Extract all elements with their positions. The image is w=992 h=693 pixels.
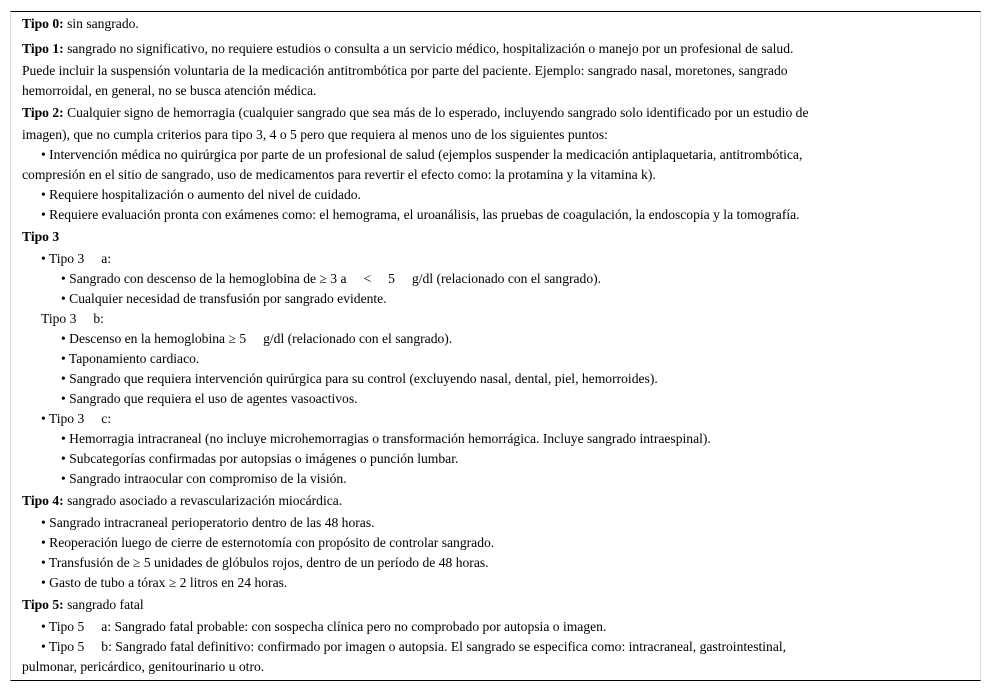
line-text: sangrado no significativo, no requiere estudios o consulta a un servicio médico, hospitalización o manejo por un profesional de salud. [63, 41, 794, 56]
line-text: • Sangrado que requiera intervención quirúrgica para su control (excluyendo nasal, dental, piel, hemorroides). [61, 371, 658, 386]
line-text: • Taponamiento cardiaco. [61, 351, 200, 366]
category-heading-line [22, 39, 972, 59]
line-text: • Sangrado intracraneal perioperatorio dentro de las 48 horas. [41, 515, 375, 530]
line-text: • Tipo 5 a: Sangrado fatal probable: con sospecha clínica pero no comprobado por autopsia o imagen. [41, 619, 607, 634]
text-line [22, 429, 972, 449]
text-line [22, 469, 972, 489]
text-line [22, 125, 972, 145]
line-text: • Transfusión de ≥ 5 unidades de glóbulos rojos, dentro de un período de 48 horas. [41, 555, 489, 570]
line-text: • Descenso en la hemoglobina ≥ 5 g/dl (relacionado con el sangrado). [61, 331, 453, 346]
line-text: • Requiere hospitalización o aumento del nivel de cuidado. [41, 187, 361, 202]
text-line [22, 81, 972, 101]
category-heading-line [22, 595, 972, 615]
text-line [22, 185, 972, 205]
category-label: Tipo 5: [22, 597, 64, 612]
line-text: pulmonar, pericárdico, genitourinario u otro. [22, 659, 265, 674]
text-line [22, 369, 972, 389]
line-text: • Tipo 3 c: [41, 411, 112, 426]
line-text: • Sangrado intraocular con compromiso de la visión. [61, 471, 347, 486]
text-line [22, 205, 972, 225]
text-line [22, 61, 972, 81]
line-text: • Tipo 3 a: [41, 251, 112, 266]
category-heading-line [22, 491, 972, 511]
category-heading-line [22, 227, 972, 247]
text-line [22, 553, 972, 573]
line-text: • Subcategorías confirmadas por autopsias o imágenes o punción lumbar. [61, 451, 459, 466]
text-line [22, 389, 972, 409]
line-text: sangrado fatal [63, 597, 144, 612]
line-text: • Sangrado que requiera el uso de agentes vasoactivos. [61, 391, 358, 406]
line-text: Tipo 3 b: [41, 311, 104, 326]
text-line [22, 289, 972, 309]
text-line [22, 533, 972, 553]
line-text: sin sangrado. [63, 16, 139, 31]
category-heading-line [22, 103, 972, 123]
line-text: • Gasto de tubo a tórax ≥ 2 litros en 24 horas. [41, 575, 288, 590]
text-line [22, 269, 972, 289]
line-text: • Reoperación luego de cierre de esternotomía con propósito de controlar sangrado. [41, 535, 495, 550]
text-line [22, 349, 972, 369]
line-text: Puede incluir la suspensión voluntaria de la medicación antitrombótica por parte del paciente. Ejemplo: sangrado nasal, moretones, sangrado [22, 63, 788, 78]
line-text: • Hemorragia intracraneal (no incluye microhemorragias o transformación hemorrágica. Incluye sangrado intraespinal). [61, 431, 711, 446]
text-line [22, 145, 972, 165]
line-text: • Cualquier necesidad de transfusión por sangrado evidente. [61, 291, 387, 306]
text-line [22, 513, 972, 533]
text-line [22, 617, 972, 637]
text-line [22, 573, 972, 593]
line-text: • Tipo 5 b: Sangrado fatal definitivo: confirmado por imagen o autopsia. El sangrado se especifica como: intracraneal, gastrointestinal, [41, 639, 787, 654]
line-text: imagen), que no cumpla criterios para tipo 3, 4 o 5 pero que requiera al menos uno de los siguientes puntos: [22, 127, 608, 142]
category-label: Tipo 2: [22, 105, 64, 120]
text-line [22, 329, 972, 349]
line-text: sangrado asociado a revascularización miocárdica. [63, 493, 343, 508]
line-text: compresión en el sitio de sangrado, uso de medicamentos para revertir el efecto como: la protamina y la vitamina k). [22, 167, 656, 182]
category-label: Tipo 4: [22, 493, 64, 508]
table-cell-content [22, 14, 972, 677]
category-label: Tipo 0: [22, 16, 64, 31]
bleeding-classification-table [10, 11, 981, 681]
category-label: Tipo 1: [22, 41, 64, 56]
text-line [22, 309, 972, 329]
line-text: Cualquier signo de hemorragia (cualquier sangrado que sea más de lo esperado, incluyendo sangrado solo identificado por un estudio de [63, 105, 809, 120]
text-line [22, 409, 972, 429]
category-heading-line [22, 14, 972, 34]
line-text: • Requiere evaluación pronta con exámenes como: el hemograma, el uroanálisis, las pruebas de coagulación, la endoscopia y la tomografía. [41, 207, 800, 222]
text-line [22, 449, 972, 469]
category-label: Tipo 3 [22, 229, 60, 244]
text-line [22, 637, 972, 657]
line-text: hemorroidal, en general, no se busca atención médica. [22, 83, 317, 98]
line-text: • Sangrado con descenso de la hemoglobina de ≥ 3 a < 5 g/dl (relacionado con el sangrado). [61, 271, 602, 286]
line-text: • Intervención médica no quirúrgica por parte de un profesional de salud (ejemplos suspender la medicación antiplaquetaria, antitrombótica, [41, 147, 803, 162]
text-line [22, 249, 972, 269]
text-line [22, 165, 972, 185]
text-line [22, 657, 972, 677]
